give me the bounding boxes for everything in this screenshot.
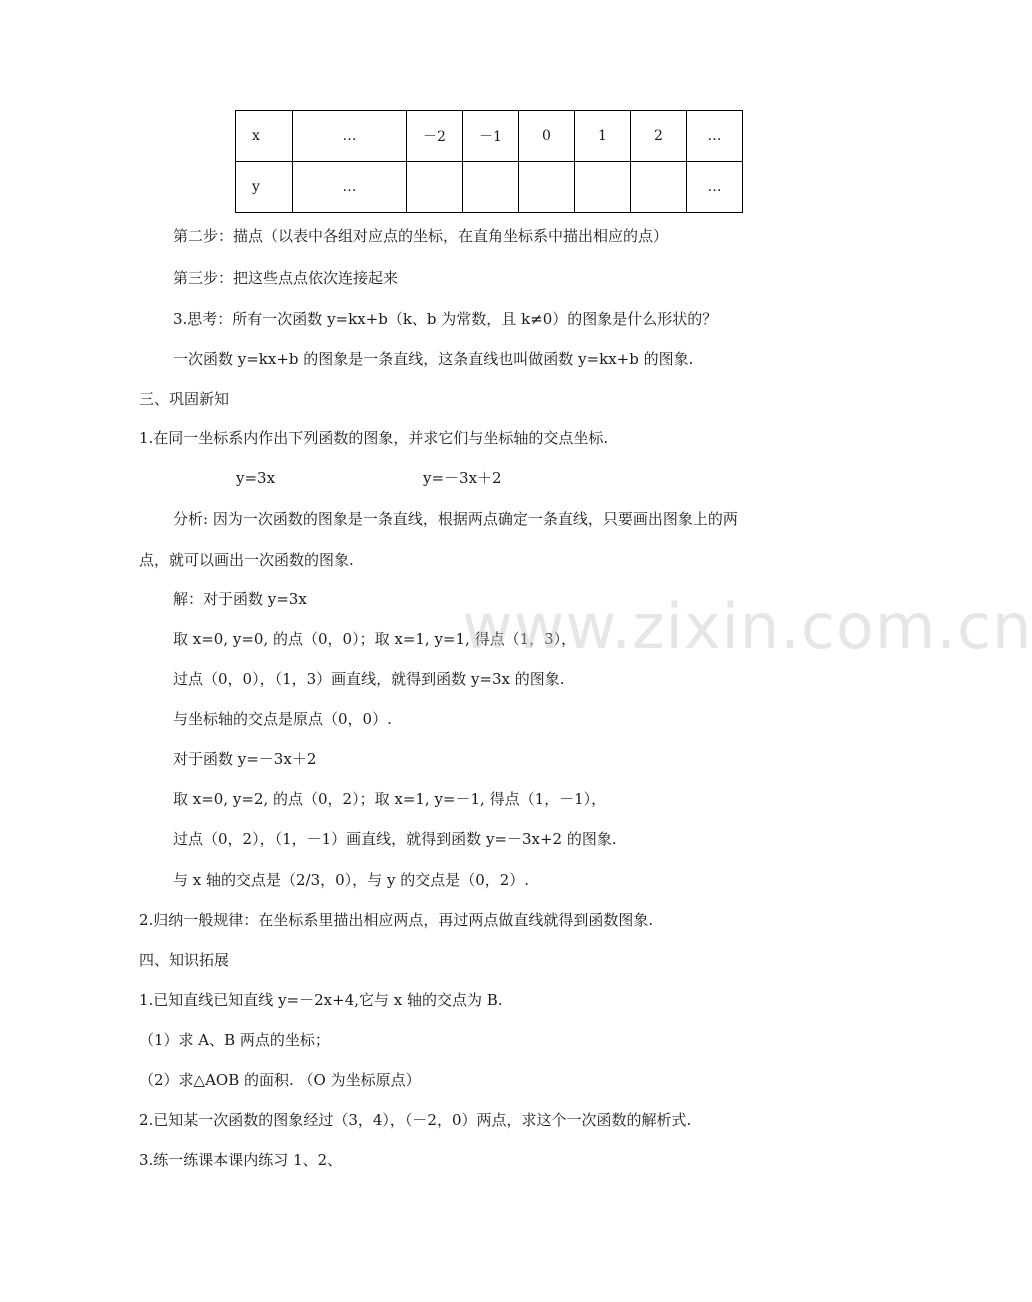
value-table xyxy=(235,110,743,213)
step3-text: 第三步：把这些点点依次连接起来 xyxy=(173,269,399,287)
table-cell: －1 xyxy=(463,111,519,162)
answer-text: 一次函数 y=kx+b 的图象是一条直线，这条直线也叫做函数 y=kx+b 的图象. xyxy=(173,350,694,368)
table-cell: 0 xyxy=(519,111,575,162)
solution-line-4: 与坐标轴的交点是原点（0，0）. xyxy=(173,710,392,728)
solution-line-8: 与 x 轴的交点是（2/3，0），与 y 的交点是（0，2）. xyxy=(173,871,530,889)
extension-3: 3.练一练课本课内练习 1、2、 xyxy=(139,1151,343,1169)
table-cell: … xyxy=(293,162,407,213)
section-heading-4: 四、知识拓展 xyxy=(139,951,230,969)
question-1: 1.在同一坐标系内作出下列函数的图象，并求它们与坐标轴的交点坐标. xyxy=(139,429,609,447)
function-a: y=3x xyxy=(236,469,276,487)
function-b: y=－3x＋2 xyxy=(423,469,502,487)
solution-line-5: 对于函数 y=－3x＋2 xyxy=(173,750,317,768)
analysis-line-1: 分析: 因为一次函数的图象是一条直线，根据两点确定一条直线，只要画出图象上的两 xyxy=(173,510,738,528)
section-heading-3: 三、巩固新知 xyxy=(139,390,230,408)
table-cell xyxy=(463,162,519,213)
solution-line-6: 取 x=0, y=2, 的点（0，2）；取 x=1, y=－1, 得点（1，－1）， xyxy=(173,790,607,808)
extension-1: 1.已知直线已知直线 y=－2x+4,它与 x 轴的交点为 B. xyxy=(139,991,503,1009)
table-cell: y xyxy=(236,162,293,213)
question-2: 2.归纳一般规律：在坐标系里描出相应两点，再过两点做直线就得到函数图象. xyxy=(139,911,654,929)
solution-line-2: 取 x=0, y=0, 的点（0，0）；取 x=1, y=1, 得点（1，3）， xyxy=(173,630,577,648)
table-cell: －2 xyxy=(407,111,463,162)
step2-text: 第二步：描点（以表中各组对应点的坐标，在直角坐标系中描出相应的点） xyxy=(173,227,669,245)
analysis-line-2: 点，就可以画出一次函数的图象. xyxy=(139,551,354,569)
solution-line-1: 解：对于函数 y=3x xyxy=(173,590,307,608)
extension-1a: （1）求 A、B 两点的坐标； xyxy=(139,1031,330,1049)
table-cell xyxy=(575,162,631,213)
table-cell: … xyxy=(687,162,743,213)
table-cell: 1 xyxy=(575,111,631,162)
table-cell xyxy=(631,162,687,213)
table-cell xyxy=(519,162,575,213)
watermark: www.zixin.com.cn xyxy=(462,590,1032,663)
extension-1b: （2）求△AOB 的面积. （O 为坐标原点） xyxy=(139,1071,421,1089)
table-cell: … xyxy=(687,111,743,162)
table-cell: 2 xyxy=(631,111,687,162)
think-text: 3.思考：所有一次函数 y=kx+b（k、b 为常数，且 k≠0）的图象是什么形状的？ xyxy=(173,310,718,328)
table-row-y xyxy=(236,162,743,213)
table-row-x xyxy=(236,111,743,162)
extension-2: 2.已知某一次函数的图象经过（3，4），（－2，0）两点，求这个一次函数的解析式. xyxy=(139,1111,692,1129)
table-cell: x xyxy=(236,111,293,162)
table-cell xyxy=(407,162,463,213)
solution-line-3: 过点（0，0），（1，3）画直线，就得到函数 y=3x 的图象. xyxy=(173,670,565,688)
solution-line-7: 过点（0，2），（1，－1）画直线，就得到函数 y=－3x+2 的图象. xyxy=(173,830,617,848)
table-cell: … xyxy=(293,111,407,162)
